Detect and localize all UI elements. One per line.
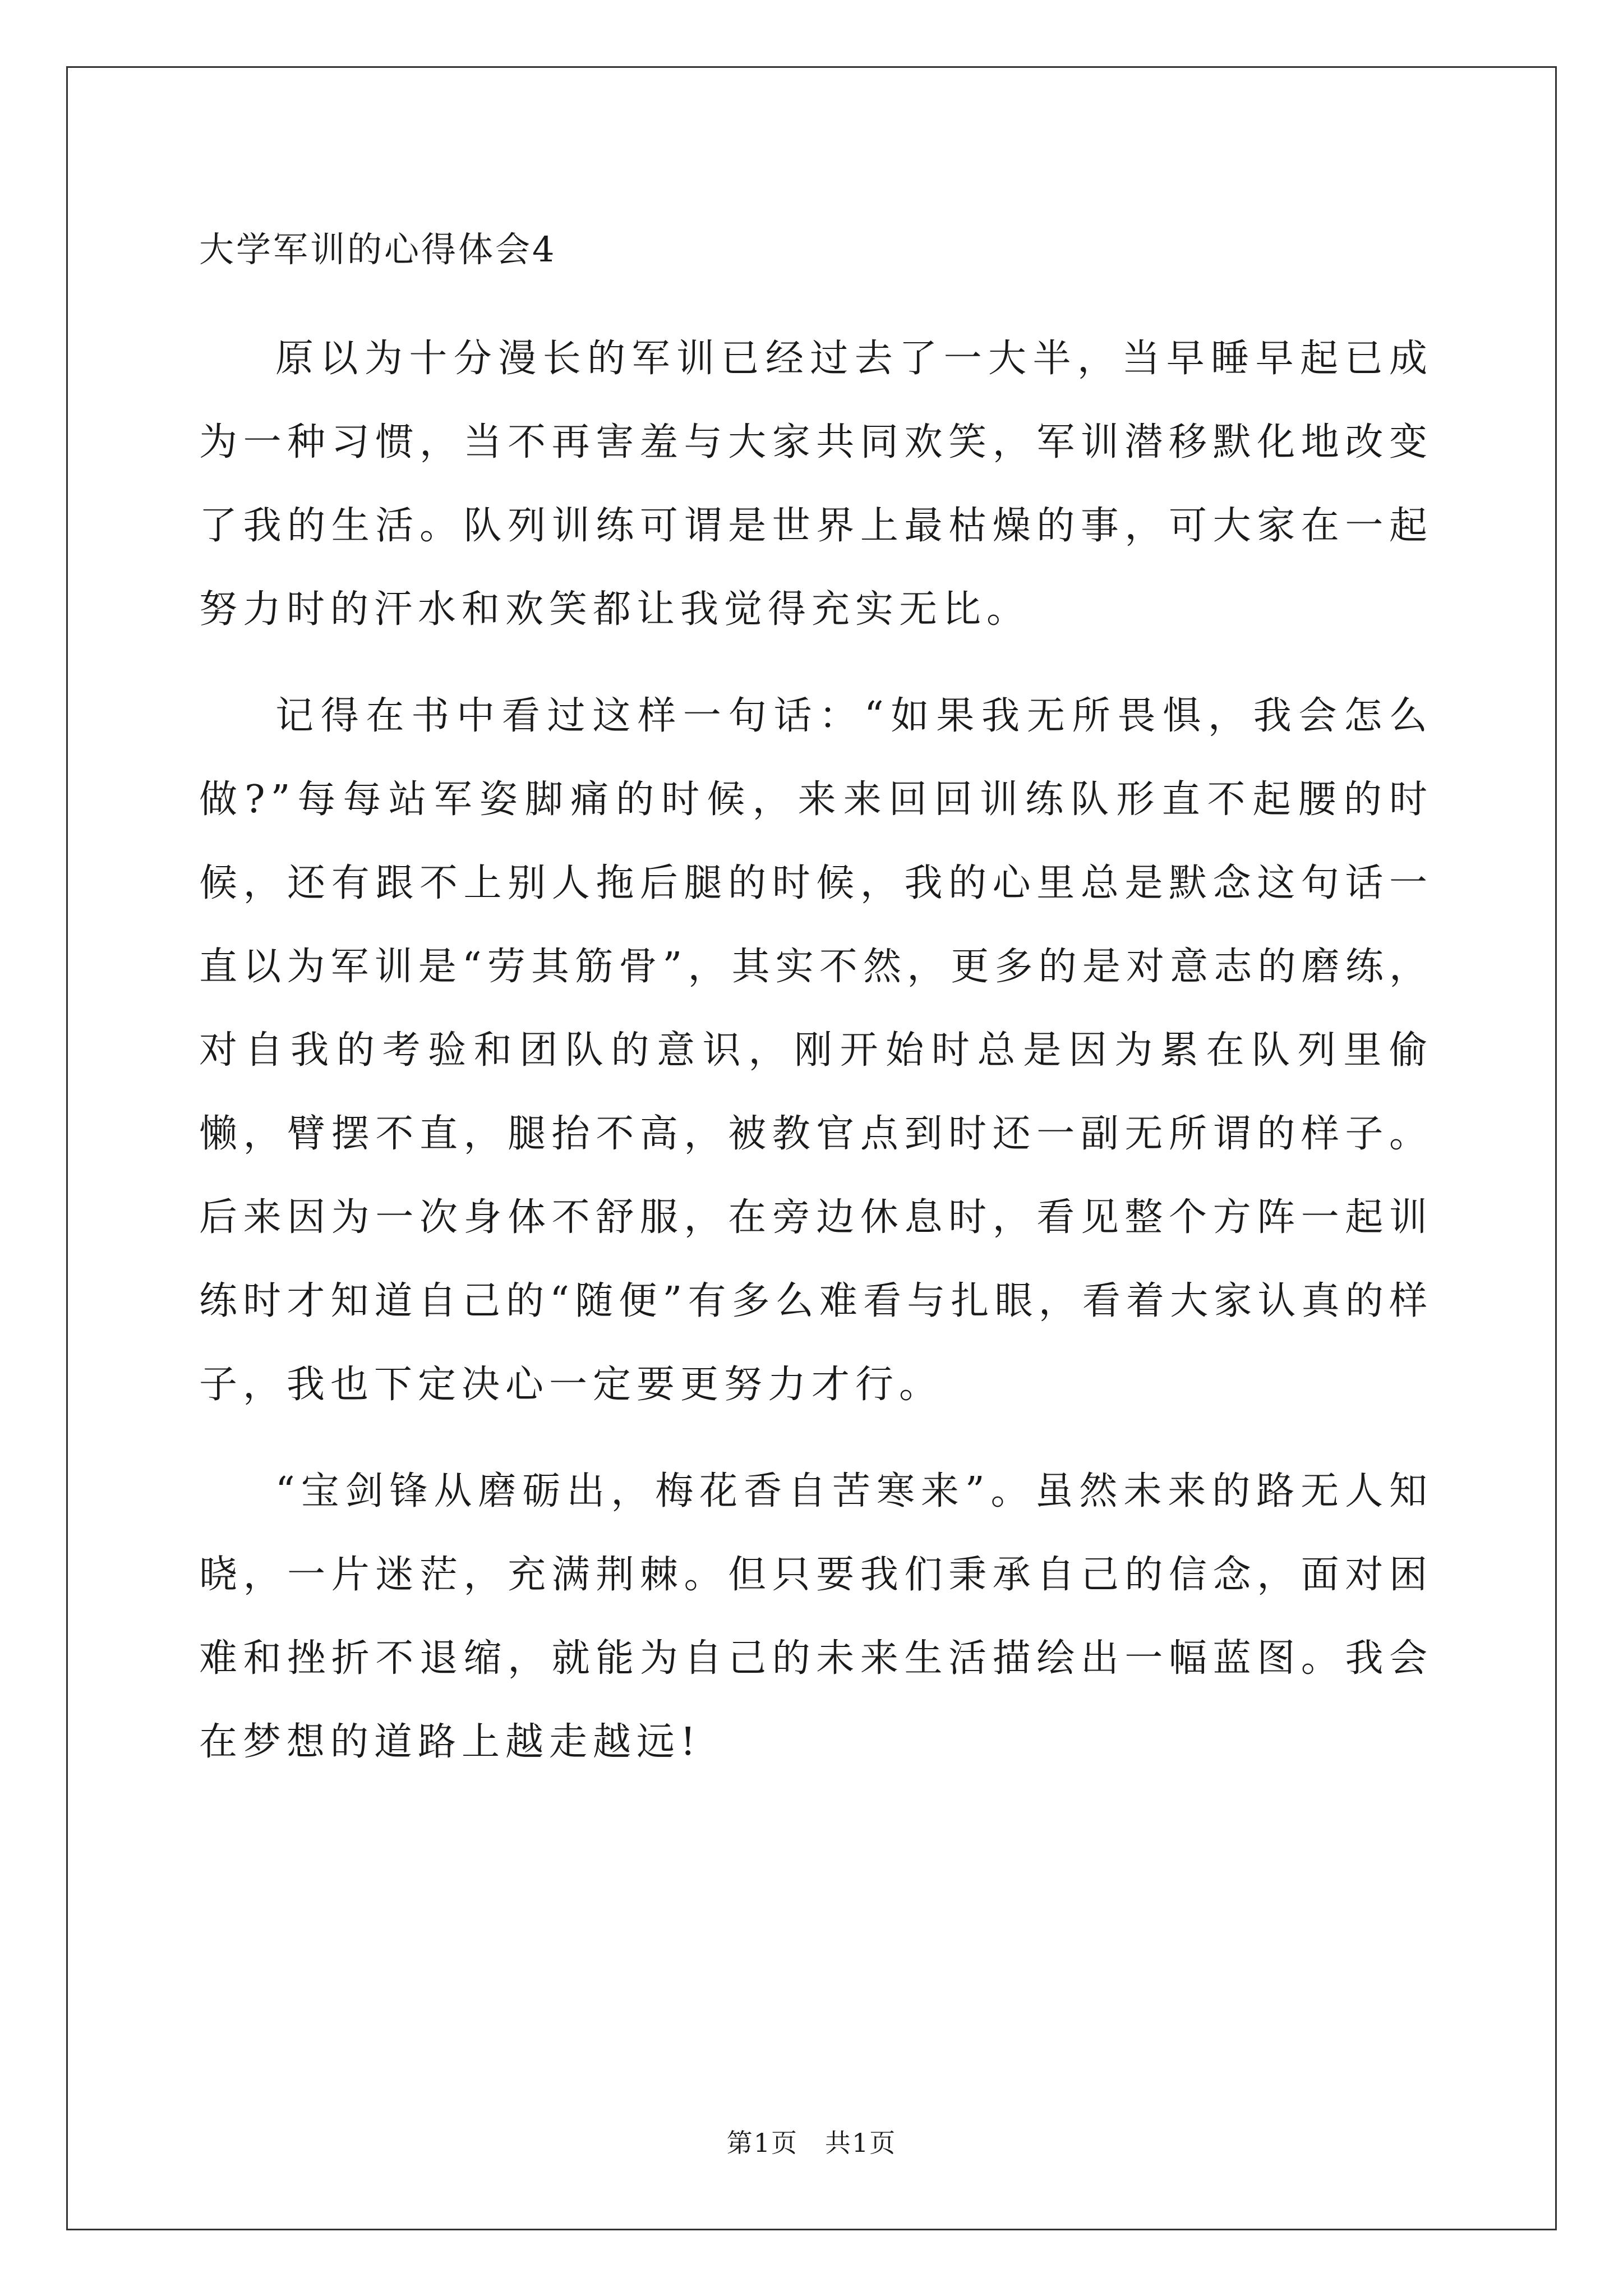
document-title: 大学军训的心得体会4 [199, 229, 557, 270]
page-number-footer: 第1页 共1页 [726, 2128, 897, 2158]
paragraph-2: 记得在书中看过这样一句话：“如果我无所畏惧，我会怎么做?”每每站军姿脚痛的时候，来来回回训练队形直不起腰的时候，还有跟不上别人拖后腿的时候，我的心里总是默念这句话一直以为军训是“劳其筋骨”，其实不然，更多的是对意志的磨练，对自我的考验和团队的意识，刚开始时总是因为累在队列里偷懒，臂摆不直，腿抬不高，被教官点到时还一副无所谓的样子。后来因为一次身体不舒服，在旁边休息时，看见整个方阵一起训练时才知道自己的“随便”有多么难看与扎眼，看着大家认真的样子，我也下定决心一定要更努力才行。 [199, 694, 1433, 1407]
paragraph-3: “宝剑锋从磨砺出，梅花香自苦寒来”。虽然未来的路无人知晓，一片迷茫，充满荆棘。但只要我们秉承自己的信念，面对困难和挫折不退缩，就能为自己的未来生活描绘出一幅蓝图。我会在梦想的道路上越走越远! [199, 1469, 1433, 1764]
paragraph-1: 原以为十分漫长的军训已经过去了一大半，当早睡早起已成为一种习惯，当不再害羞与大家共同欢笑，军训潜移默化地改变了我的生活。队列训练可谓是世界上最枯燥的事，可大家在一起努力时的汗水和欢笑都让我觉得充实无比。 [199, 337, 1433, 632]
document-body [199, 222, 1433, 1807]
